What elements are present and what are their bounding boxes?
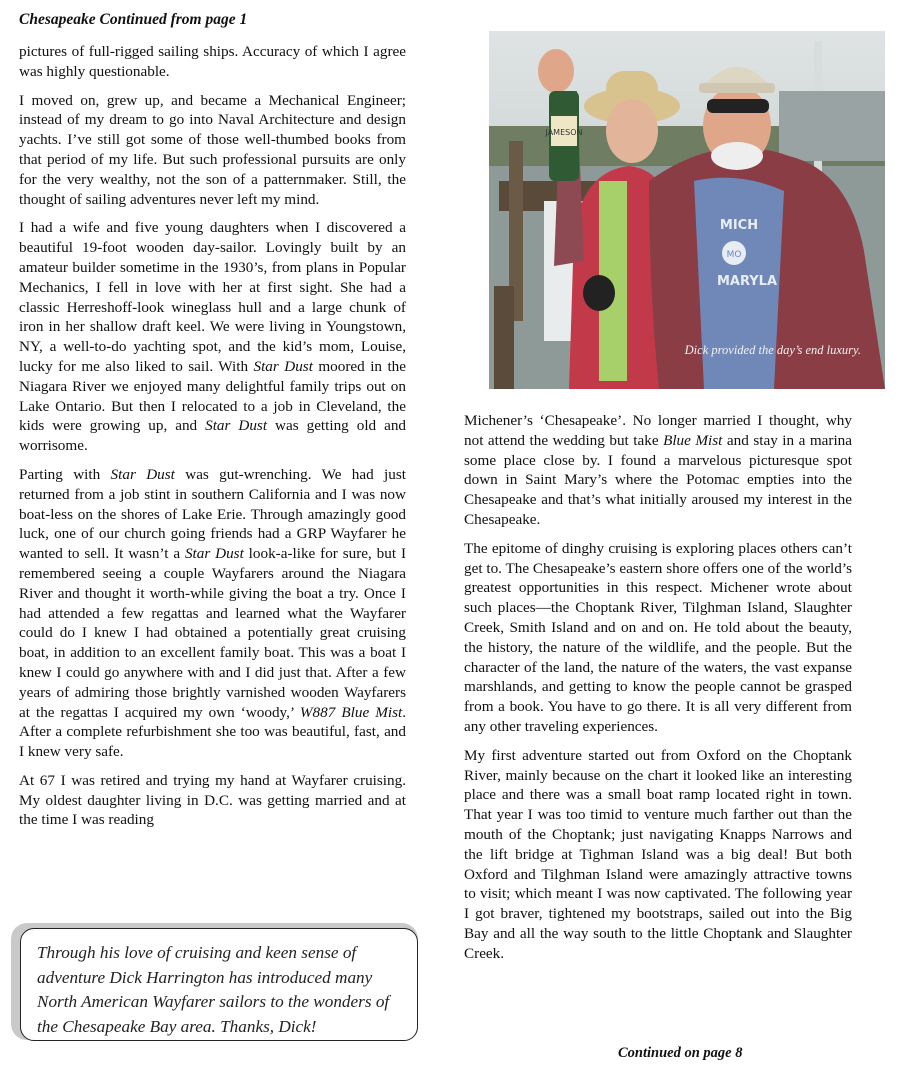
text-run: was getting old and worrisome. xyxy=(19,417,407,455)
italic-text: Star Dust xyxy=(253,357,313,375)
article-paragraph xyxy=(464,411,852,530)
italic-text: Star Dust xyxy=(184,545,244,563)
text-run: look-a-like for sure, but I remembered seeing a couple Wayfarers around the Niagara River and thought it worth-while giving the boat a try. Once I had attended a few regattas and learned what the Wayfarer could do I knew I had obtained a potentially great cruising boat, in addition to an excellent family boat. This was a boat I knew I could go anywhere with and I did just that. After a few years of admiring those brightly varnished wooden Wayfarers at the regattas I acquired my own ‘woody,’ xyxy=(19,545,407,721)
continued-on-label: Continued on page 8 xyxy=(618,1045,743,1061)
text-run: moored in the Niagara River we enjoyed many delightful family trips out on Lake Ontario. But then I relocated to a job in Cleveland, the kids were growing up, and xyxy=(19,357,406,435)
bottle-label: JAMESON xyxy=(545,128,583,137)
italic-text: Blue Mist xyxy=(663,431,723,449)
article-paragraph xyxy=(19,465,406,762)
article-paragraph xyxy=(19,91,406,210)
text-run: Michener’s ‘Chesapeake’. No longer married I thought, why not attend the wedding but take xyxy=(464,412,852,449)
text-run: I had a wife and five young daughters when I discovered a beautiful 19-foot wooden day-sailor. Lovingly built by an amateur builder sometime in the 1930’s, from plans in Popular Mechanics, I fell in love with her at first sight. She had a classic Herreshoff-look wineglass hull and a large chunk of iron in her shallow draft keel. We were living in Youngstown, NY, a well-to-do yachting spot, and the kid’s mom, Louise, lucky for me also liked to sail. With xyxy=(19,219,406,375)
text-run: Parting with xyxy=(19,465,111,483)
article-paragraph xyxy=(464,746,852,964)
article-paragraph xyxy=(19,218,406,456)
shirt-text-2: MARYLA xyxy=(716,274,778,289)
text-run: pictures of full-rigged sailing ships. Accuracy of which I agree was highly questionable. xyxy=(19,43,406,80)
tribute-callout-box xyxy=(20,928,418,1041)
text-run: The epitome of dinghy cruising is exploring places others can’t get to. The Chesapeake’s eastern shore offers one of the world’s greatest opportunities in this respect. Michener wrote about such places—the Choptank River, Tilghman Island, Slaughter Creek, Smith Island and on and on. He told about the beauty, the history, the nature of the wildlife, and the people. But the character of the land, the nature of the waters, the vast expanse marshlands, and getting to know the people cannot be grasped from a book. You have to go there. It is all very different from any other traveling experiences. xyxy=(464,539,852,735)
photo-dick-with-bottle xyxy=(489,31,885,389)
continuation-header: Chesapeake Continued from page 1 xyxy=(19,11,248,28)
shirt-badge-text: MO xyxy=(726,250,742,260)
tribute-callout-text: Through his love of cruising and keen sense of adventure Dick Harrington has introduced many North American Wayfarer sailors to the wonders of the Chesapeake Bay area. Thanks, Dick! xyxy=(37,943,390,1036)
italic-text: W887 Blue Mist xyxy=(299,703,403,721)
right-column xyxy=(464,411,852,973)
shirt-text: MICH xyxy=(719,218,759,233)
text-run: My first adventure started out from Oxford on the Choptank River, mainly because on the chart it looked like an interesting place and there was a small boat ramp located right in town. That year I was too timid to venture much farther out than the mouth of the Choptank; just navigating Knapps Narrows and the lift bridge at Tighman Island was a big deal! But both Oxford and Tilghman Island were amazingly attractive towns to visit; which meant I was now captivated. The following year I got braver, tightened my bootstraps, sailed out into the Big Bay and all the way south to the little Choptank and Slaughter Creek. xyxy=(464,746,852,962)
text-run: and stay in a marina some place close by. I found a marvelous picturesque spot down in Saint Mary’s where the Potomac empties into the Chesapeake and that’s what initially aroused my interest in the Chesapeake. xyxy=(464,431,853,528)
text-run: I moved on, grew up, and became a Mechanical Engineer; instead of my dream to go into Naval Architecture and design yachts. I’ve still got some of those well-thumbed books from that period of my life. But such professional pursuits are only for the very wealthy, not the son of a patternmaker. Still, the thought of sailing adventures never left my mind. xyxy=(19,91,406,208)
article-paragraph xyxy=(19,42,406,82)
italic-text: Star Dust xyxy=(205,417,268,435)
photo-caption: Dick provided the day’s end luxury. xyxy=(684,343,861,357)
text-run: was gut-wrenching. We had just returned from a job stint in southern California and I was now boat-less on the shores of Lake Erie. Through amazingly good luck, one of our church going friends had a GRP Wayfarer he wanted to sell. It wasn’t a xyxy=(19,465,406,563)
text-run: At 67 I was retired and trying my hand at Wayfarer cruising. My oldest daughter living in D.C. was getting married and at the time I was reading xyxy=(19,771,406,829)
italic-text: Star Dust xyxy=(110,465,175,483)
article-paragraph xyxy=(19,771,406,830)
photo-illustration xyxy=(489,31,885,389)
text-run: . After a complete refurbishment she too was beautiful, fast, and I knew very safe. xyxy=(19,703,406,761)
article-paragraph xyxy=(464,539,852,737)
left-column xyxy=(19,42,406,839)
